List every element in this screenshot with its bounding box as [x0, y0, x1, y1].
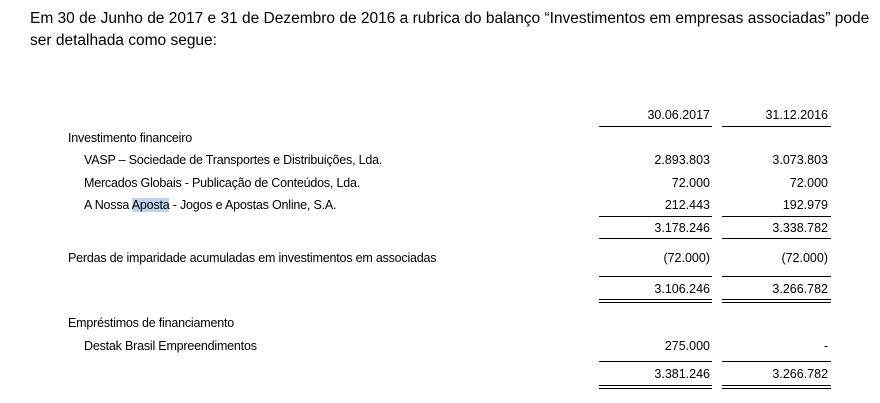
subtotal-underline-2017: [599, 238, 712, 239]
total1-2016: 3.266.782: [772, 282, 828, 296]
row-label-destak: Destak Brasil Empreendimentos: [84, 339, 257, 353]
total2-double-rule-b-2017: [599, 388, 712, 389]
total2-double-rule-a-2016: [722, 385, 831, 386]
row-vasp-2016: 3.073.803: [772, 153, 828, 167]
total2-double-rule-a-2017: [599, 385, 712, 386]
total1-rule-2016: [722, 276, 831, 277]
label-part-pre: A Nossa: [84, 198, 132, 212]
total1-2017: 3.106.246: [654, 282, 710, 296]
row-label-vasp: VASP – Sociedade de Transportes e Distribuições, Lda.: [84, 153, 383, 167]
subtotal-2017: 3.178.246: [654, 221, 710, 235]
row-nossa-aposta-2016: 192.979: [782, 198, 828, 212]
subtotal-underline-2016: [722, 238, 831, 239]
header-col-2016: 31.12.2016: [765, 108, 828, 122]
total1-double-rule-a-2017: [599, 299, 712, 300]
section-title-investimento: Investimento financeiro: [68, 131, 192, 145]
subtotal-rule-2017: [599, 216, 712, 217]
highlighted-word: Aposta: [131, 198, 170, 212]
subtotal-2016: 3.338.782: [772, 221, 828, 235]
header-rule-2016: [722, 126, 831, 127]
total1-rule-2017: [599, 276, 712, 277]
row-label-perdas: Perdas de imparidade acumuladas em investimentos em associadas: [68, 251, 437, 265]
row-label-nossa-aposta: [84, 197, 336, 213]
row-perdas-2016: (72.000): [781, 251, 828, 265]
total2-double-rule-b-2016: [722, 388, 831, 389]
row-label-mercados: Mercados Globais - Publicação de Conteúdos, Lda.: [84, 176, 360, 190]
total2-2016: 3.266.782: [772, 367, 828, 381]
header-col-2017: 30.06.2017: [647, 108, 710, 122]
total1-double-rule-a-2016: [722, 299, 831, 300]
section-title-emprestimos: Empréstimos de financiamento: [68, 316, 235, 330]
row-perdas-2017: (72.000): [663, 251, 710, 265]
row-destak-2016: -: [823, 339, 828, 353]
row-vasp-2017: 2.893.803: [654, 153, 710, 167]
header-rule-2017: [599, 126, 712, 127]
total2-rule-2017: [599, 361, 712, 362]
subtotal-rule-2016: [722, 216, 831, 217]
intro-paragraph: Em 30 de Junho de 2017 e 31 de Dezembro de 2016 a rubrica do balanço “Investimentos em empresas associadas” pode ser detalhada como segue:: [30, 10, 870, 49]
row-mercados-2016: 72.000: [789, 176, 828, 190]
total2-rule-2016: [722, 361, 831, 362]
row-nossa-aposta-2017: 212.443: [664, 198, 710, 212]
total1-double-rule-b-2017: [599, 302, 712, 303]
row-mercados-2017: 72.000: [671, 176, 710, 190]
row-destak-2017: 275.000: [664, 339, 710, 353]
total2-2017: 3.381.246: [654, 367, 710, 381]
total1-double-rule-b-2016: [722, 302, 831, 303]
label-part-post: - Jogos e Apostas Online, S.A.: [169, 198, 337, 212]
